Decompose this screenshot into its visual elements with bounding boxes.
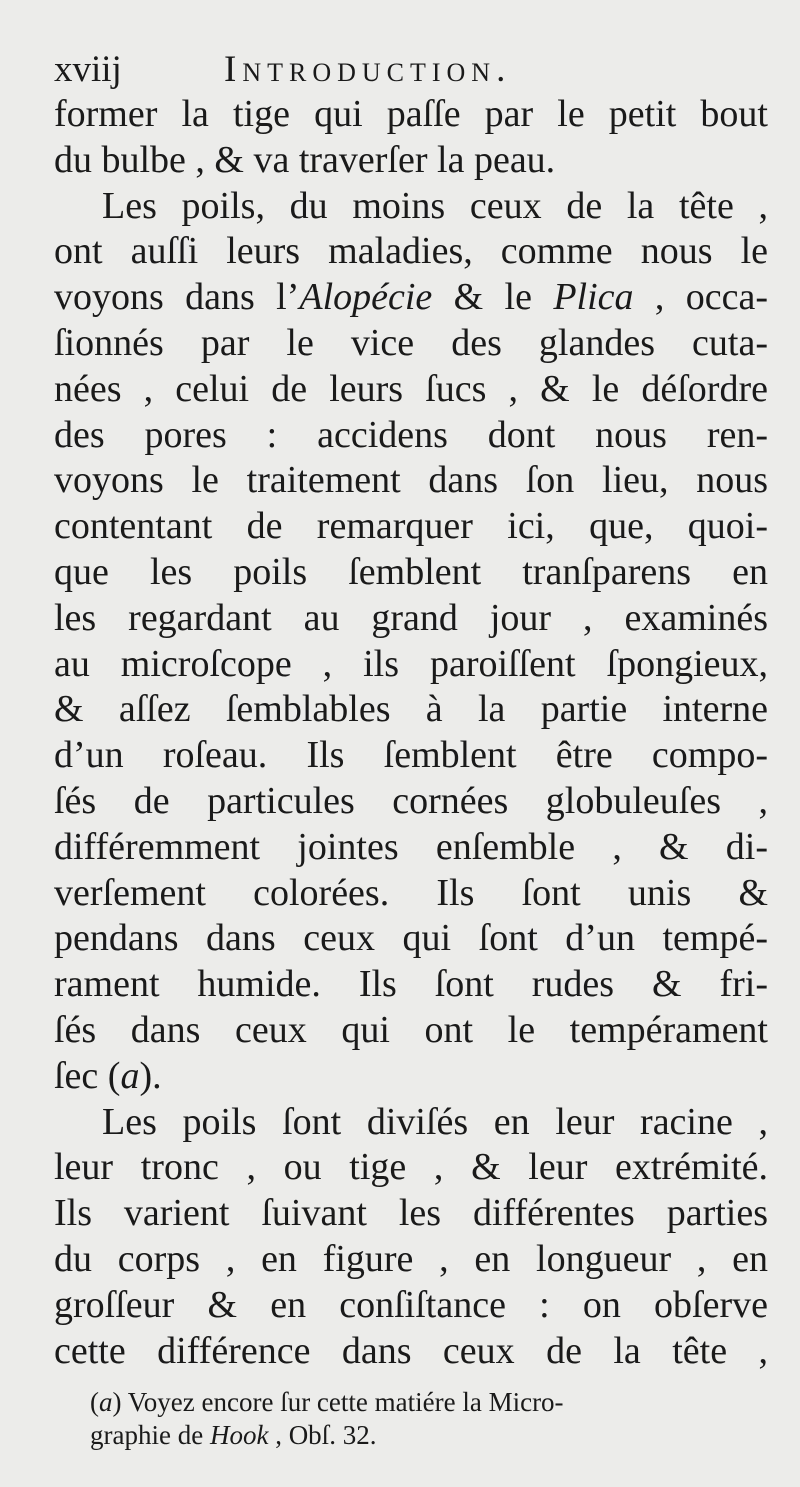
text-line: Ils varient ſuivant les différentes parties: [54, 1192, 768, 1235]
text-line: pendans dans ceux qui ſont d’un tempé-: [54, 917, 768, 960]
text-line: que les poils ſemblent tranſparens en: [54, 550, 768, 593]
body-text: [54, 92, 768, 1374]
text-line: rament humide. Ils ſont rudes & fri-: [54, 963, 768, 1006]
text-line: cette différence dans ceux de la tête ,: [54, 1329, 768, 1372]
text-line: d’un roſeau. Ils ſemblent être compo-: [54, 734, 768, 777]
text-line: les regardant au grand jour , examinés: [54, 596, 768, 639]
text-line: du corps , en figure , en longueur , en: [54, 1237, 768, 1280]
text-line: du bulbe , & va traverſer la peau.: [54, 138, 556, 181]
text-line: différemment jointes enſemble , & di-: [54, 825, 768, 868]
footnote: [90, 1386, 800, 1452]
footnote-marker: a: [99, 1387, 113, 1418]
footnote-line: graphie de Hook , Obſ. 32.: [90, 1420, 377, 1451]
text-line: voyons dans l’Alopécie & le Plica , occa-: [54, 276, 769, 319]
text-line: ſés de particules cornées globuleuſes ,: [54, 779, 768, 822]
text-line: contentant de remarquer ici, que, quoi-: [54, 505, 768, 548]
text-line: groſſeur & en conſiſtance : on obſerve: [54, 1283, 768, 1326]
page-header: [54, 48, 770, 92]
text-line: au microſcope , ils paroiſſent ſpongieux,: [54, 642, 768, 685]
text-line: ſec (a).: [54, 1054, 162, 1097]
text-line: & aſſez ſemblables à la partie interne: [54, 688, 768, 731]
italic-term: Alopécie: [299, 276, 433, 319]
text-line: Les poils, du moins ceux de la tête ,: [102, 184, 768, 227]
text-line: Les poils ſont diviſés en leur racine ,: [102, 1100, 768, 1143]
text-line: voyons le traitement dans ſon lieu, nous: [54, 459, 768, 502]
text-line: former la tige qui paſſe par le petit bout: [54, 93, 768, 135]
text-line: ſés dans ceux qui ont le tempérament: [54, 1008, 768, 1051]
text-line: ont auſſi leurs maladies, comme nous le: [54, 230, 768, 273]
text-line: nées , celui de leurs ſucs , & le déſordre: [54, 367, 768, 410]
running-title: Introduction.: [224, 49, 512, 90]
text-line: des pores : accidens dont nous ren-: [54, 413, 768, 456]
italic-term: Plica: [553, 276, 634, 319]
footnote-ref: a: [120, 1054, 140, 1097]
text-line: verſement colorées. Ils ſont unis &: [54, 871, 768, 914]
italic-term: Hook: [209, 1420, 269, 1451]
footnote-line: (a) Voyez encore ſur cette matiére la Micro-: [90, 1387, 564, 1418]
text-line: leur tronc , ou tige , & leur extrémité.: [54, 1146, 768, 1189]
text-line: ſionnés par le vice des glandes cuta-: [54, 321, 768, 364]
page-number: xviij: [54, 49, 122, 90]
